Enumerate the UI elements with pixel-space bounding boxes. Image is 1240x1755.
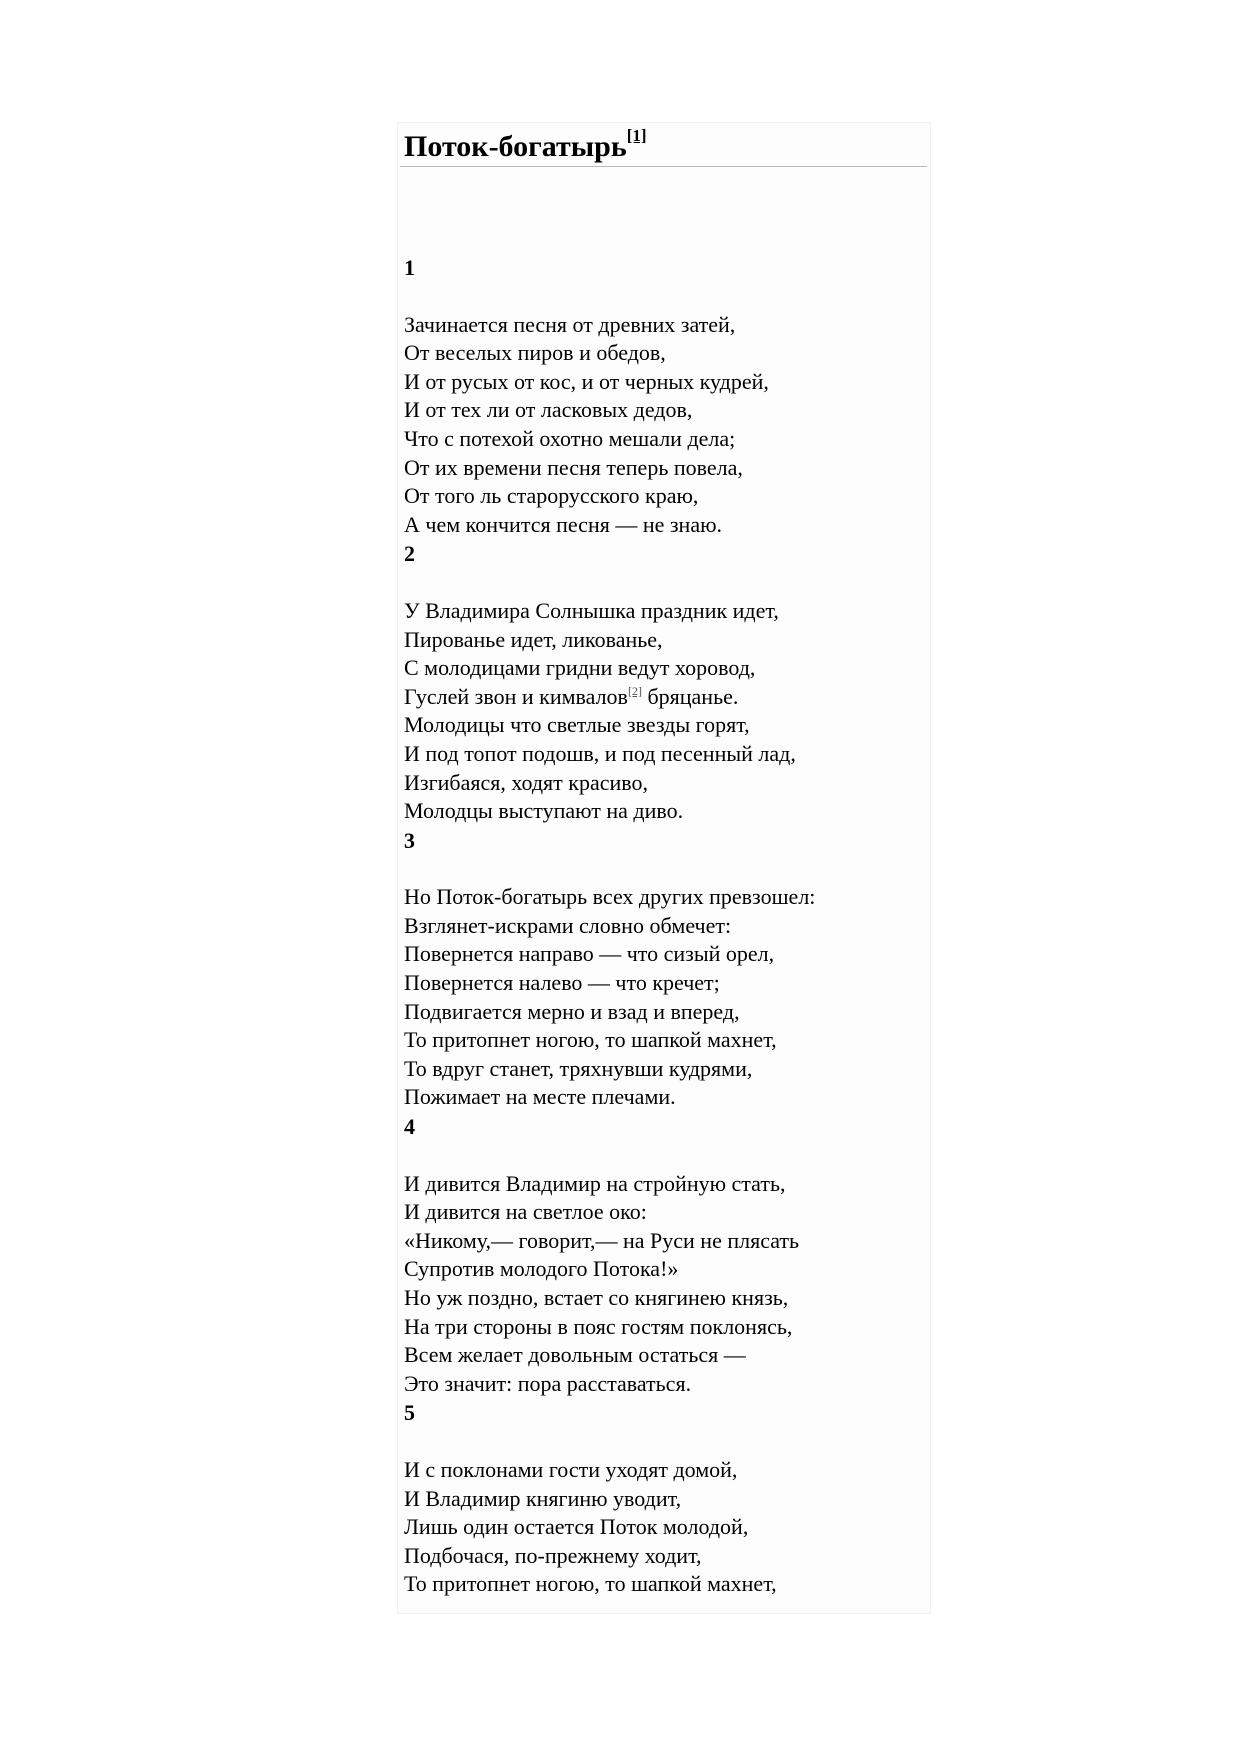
- poem-line-text: Гуслей звон и кимвалов: [404, 683, 628, 709]
- poem-line-text: Это значит: пора расставаться.: [404, 1370, 692, 1396]
- poem-line: [404, 1370, 924, 1399]
- poem-line-text: Лишь один остается Поток молодой,: [404, 1514, 749, 1540]
- poem-line-text: Подбочася, по-прежнему ходит,: [404, 1542, 702, 1568]
- stanza-number: 3: [404, 827, 415, 853]
- stanza-number: 5: [404, 1400, 415, 1426]
- poem-line: [404, 883, 924, 912]
- poem-line: [404, 1198, 924, 1227]
- poem-line: [404, 1513, 924, 1542]
- poem-line: [404, 711, 924, 740]
- poem-line-text: И от русых от кос, и от черных кудрей,: [404, 368, 769, 394]
- poem-line-text: «Никому,— говорит,— на Руси не плясать: [404, 1227, 800, 1253]
- stanza-number: 1: [404, 255, 415, 280]
- poem-line: [404, 626, 924, 655]
- poem-line: [404, 1170, 924, 1199]
- poem-line: [404, 368, 924, 397]
- poem-line-text: Супротив молодого Потока!»: [404, 1256, 679, 1282]
- poem-title-text: Поток-богатырь: [404, 130, 627, 163]
- title-footnote-link[interactable]: [1]: [626, 126, 647, 145]
- poem-line: [404, 482, 924, 511]
- poem-line: [404, 425, 924, 454]
- poem-line-text: И дивится на светлое око:: [404, 1199, 647, 1225]
- poem-line-text: Молодцы выступают на диво.: [404, 798, 684, 824]
- poem-line-text: Повернется налево — что кречет;: [404, 970, 720, 996]
- poem-line-text: И Владимир княгиню уводит,: [404, 1485, 682, 1511]
- poem-line: [404, 396, 924, 425]
- poem-line-text: От их времени песня теперь повела,: [404, 454, 743, 480]
- poem-line: [404, 998, 924, 1027]
- poem-line: [404, 311, 924, 340]
- poem-line: [404, 339, 924, 368]
- poem-line-text: Что с потехой охотно мешали дела;: [404, 425, 736, 451]
- poem-line-text: С молодицами гридни ведут хоровод,: [404, 655, 756, 681]
- poem-line-text: То притопнет ногою, то шапкой махнет,: [404, 1571, 777, 1597]
- poem-line: [404, 1083, 924, 1112]
- poem-line: [404, 769, 924, 798]
- title-divider: [400, 166, 927, 167]
- footnote-ref-link[interactable]: [2]: [627, 683, 642, 698]
- poem-line: [404, 969, 924, 998]
- stanza-number: 4: [404, 1114, 415, 1140]
- poem-line-text: Пированье идет, ликованье,: [404, 626, 663, 652]
- poem-line: [404, 654, 924, 683]
- poem-line-text-continued: бряцанье.: [641, 683, 739, 709]
- stanza: [404, 826, 924, 1112]
- poem-line: [404, 1341, 924, 1370]
- poem-title: [404, 126, 647, 168]
- poem-line-text: У Владимира Солнышка праздник идет,: [404, 597, 779, 623]
- poem-line-text: Но Поток-богатырь всех других превзошел:: [404, 884, 816, 910]
- poem-line: [404, 1026, 924, 1055]
- poem-line-text: От того ль старорусского краю,: [404, 483, 699, 509]
- poem-line-text: Подвигается мерно и взад и вперед,: [404, 998, 740, 1024]
- poem-line: [404, 597, 924, 626]
- poem-line: [404, 797, 924, 826]
- poem-line-text: Повернется направо — что сизый орел,: [404, 941, 775, 967]
- poem-line: [404, 1255, 924, 1284]
- poem-line: [404, 740, 924, 769]
- poem-line: [404, 683, 924, 712]
- poem-line-text: Пожимает на месте плечами.: [404, 1084, 676, 1110]
- stanza-number: 2: [404, 541, 415, 567]
- poem-line-text: Но уж поздно, встает со княгинею князь,: [404, 1285, 789, 1310]
- poem-line-text: Всем желает довольным остаться —: [404, 1342, 746, 1368]
- poem-line-text: И с поклонами гости уходят домой,: [404, 1456, 738, 1482]
- poem-line-text: От веселых пиров и обедов,: [404, 340, 666, 366]
- stanza: [404, 1398, 924, 1599]
- poem-line: [404, 940, 924, 969]
- poem-body: [404, 253, 924, 1599]
- poem-line-text: И от тех ли от ласковых дедов,: [404, 397, 693, 423]
- poem-line-text: И под топот подошв, и под песенный лад,: [404, 740, 796, 766]
- poem-line: [404, 454, 924, 483]
- poem-line-text: Молодицы что светлые звезды горят,: [404, 712, 750, 738]
- poem-line: [404, 1485, 924, 1514]
- poem-line-text: Взглянет-искрами словно обмечет:: [404, 912, 732, 938]
- stanza: [404, 253, 924, 539]
- poem-line: [404, 1313, 924, 1342]
- poem-line: [404, 1542, 924, 1571]
- poem-line-text: На три стороны в пояс гостям поклонясь,: [404, 1313, 793, 1339]
- stanza: [404, 539, 924, 825]
- poem-line: [404, 1227, 924, 1256]
- poem-line: [404, 1456, 924, 1485]
- poem-line: [404, 1284, 924, 1313]
- poem-line-text: То притопнет ногою, то шапкой махнет,: [404, 1027, 777, 1053]
- poem-line-text: А чем кончится песня — не знаю.: [404, 511, 723, 537]
- stanza: [404, 1112, 924, 1398]
- poem-line: [404, 912, 924, 941]
- poem-line: [404, 1055, 924, 1084]
- poem-line-text: Зачинается песня от древних затей,: [404, 311, 736, 337]
- title-footnote-ref: [627, 126, 647, 145]
- poem-line-text: Изгибаяся, ходят красиво,: [404, 769, 649, 795]
- poem-line: [404, 511, 924, 540]
- poem-line: [404, 1570, 924, 1599]
- poem-line-text: И дивится Владимир на стройную стать,: [404, 1170, 786, 1196]
- poem-line-text: То вдруг станет, тряхнувши кудрями,: [404, 1055, 753, 1081]
